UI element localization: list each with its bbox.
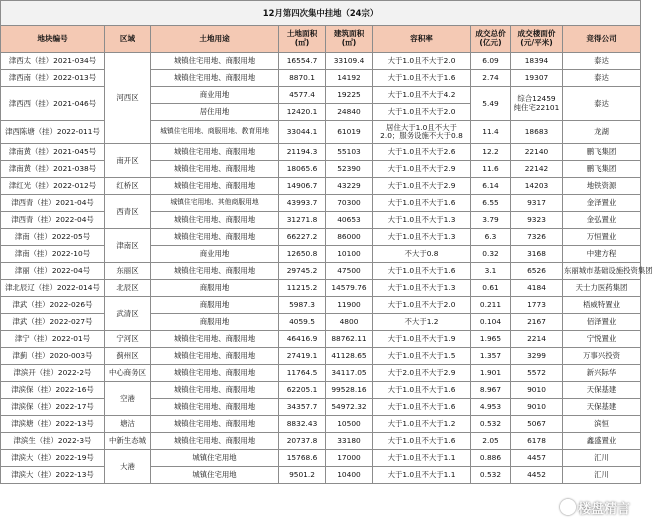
- cell-total-price: 3.79: [471, 212, 511, 229]
- cell-floor-area: 34117.05: [326, 365, 373, 382]
- cell-floor-price: 4452: [511, 467, 563, 484]
- cell-land-area: 31271.8: [279, 212, 326, 229]
- cell-total-price: 1.965: [471, 331, 511, 348]
- cell-floor-price: 2214: [511, 331, 563, 348]
- table-row: [1, 382, 641, 399]
- cell-district: 西青区: [105, 195, 151, 229]
- table-row: [1, 331, 641, 348]
- table-row: [1, 212, 641, 229]
- table-row: [1, 121, 641, 144]
- cell-plot-ratio: 大于1.0且不大于1.3: [373, 280, 471, 297]
- cell-lot-number: 津西青（挂）2021-04号: [1, 195, 105, 212]
- cell-winning-company: 万恒置业: [563, 229, 641, 246]
- cell-floor-area: 4800: [326, 314, 373, 331]
- cell-lot-number: 津西西（挂）2021-046号: [1, 87, 105, 121]
- cell-land-use: 商服用地: [151, 314, 279, 331]
- cell-district: 北辰区: [105, 280, 151, 297]
- cell-lot-number: 津滨保（挂）2022-17号: [1, 399, 105, 416]
- cell-land-area: 18065.6: [279, 161, 326, 178]
- cell-winning-company: 滨恒: [563, 416, 641, 433]
- cell-floor-price: 3299: [511, 348, 563, 365]
- cell-lot-number: 津南（挂）2022-05号: [1, 229, 105, 246]
- cell-land-area: 9501.2: [279, 467, 326, 484]
- cell-plot-ratio: 大于2.0且不大于2.9: [373, 365, 471, 382]
- cell-total-price: 0.61: [471, 280, 511, 297]
- cell-total-price: 0.886: [471, 450, 511, 467]
- cell-land-use: 商服用地: [151, 297, 279, 314]
- cell-lot-number: 津滨生（挂）2022-3号: [1, 433, 105, 450]
- cell-floor-price: 22140: [511, 144, 563, 161]
- cell-land-use: 商业用地: [151, 246, 279, 263]
- table-row: [1, 70, 641, 87]
- cell-land-use: 城镇住宅用地、商服用地: [151, 178, 279, 195]
- cell-land-area: 4059.5: [279, 314, 326, 331]
- cell-floor-area: 70300: [326, 195, 373, 212]
- cell-total-price: 11.6: [471, 161, 511, 178]
- cell-floor-area: 55103: [326, 144, 373, 161]
- cell-plot-ratio: 居住大于1.0且不大于 2.0；服务设施不大于0.8: [373, 121, 471, 144]
- table-row: [1, 263, 641, 280]
- cell-floor-area: 14192: [326, 70, 373, 87]
- cell-lot-number: 津红光（挂）2022-012号: [1, 178, 105, 195]
- cell-winning-company: 鹏飞集团: [563, 161, 641, 178]
- cell-land-area: 14906.7: [279, 178, 326, 195]
- cell-lot-number: 津北辰辽（挂）2022-014号: [1, 280, 105, 297]
- watermark-logo-icon: [560, 499, 576, 515]
- table-row: [1, 280, 641, 297]
- cell-land-use: 居住用地: [151, 104, 279, 121]
- watermark-text: 楼盘精言: [577, 502, 630, 517]
- table-row: [1, 144, 641, 161]
- cell-floor-price: 9010: [511, 382, 563, 399]
- cell-winning-company: 金弘置业: [563, 212, 641, 229]
- cell-district: 中新生态城: [105, 433, 151, 450]
- cell-district: 津南区: [105, 229, 151, 263]
- cell-winning-company: 中建方程: [563, 246, 641, 263]
- cell-floor-price: 1773: [511, 297, 563, 314]
- cell-winning-company: 泰达: [563, 53, 641, 70]
- cell-floor-price: 7326: [511, 229, 563, 246]
- cell-lot-number: 津滨塘（挂）2022-13号: [1, 416, 105, 433]
- cell-land-area: 11764.5: [279, 365, 326, 382]
- cell-total-price: 0.32: [471, 246, 511, 263]
- cell-winning-company: 梧威特置业: [563, 297, 641, 314]
- cell-total-price: 1.357: [471, 348, 511, 365]
- cell-land-use: 城镇住宅用地、商服用地: [151, 416, 279, 433]
- cell-land-area: 21194.3: [279, 144, 326, 161]
- cell-lot-number: 津武（挂）2022-026号: [1, 297, 105, 314]
- cell-total-price: 1.901: [471, 365, 511, 382]
- cell-floor-price: 5067: [511, 416, 563, 433]
- cell-floor-area: 99528.16: [326, 382, 373, 399]
- cell-plot-ratio: 大于1.0且不大于4.2: [373, 87, 471, 104]
- cell-winning-company: 宁悦置业: [563, 331, 641, 348]
- table-row: [1, 467, 641, 484]
- cell-winning-company: 地铁资源: [563, 178, 641, 195]
- cell-floor-price: 9323: [511, 212, 563, 229]
- cell-district: 河西区: [105, 53, 151, 144]
- cell-floor-price: 2167: [511, 314, 563, 331]
- cell-total-price: 0.532: [471, 416, 511, 433]
- cell-lot-number: 津丽（挂）2022-04号: [1, 263, 105, 280]
- watermark: [560, 498, 630, 517]
- cell-plot-ratio: 大于1.0且不大于2.0: [373, 53, 471, 70]
- cell-lot-number: 津滨保（挂）2022-16号: [1, 382, 105, 399]
- cell-winning-company: 东丽城市基础设施投资集团: [563, 263, 641, 280]
- cell-floor-area: 14579.76: [326, 280, 373, 297]
- cell-total-price: 2.74: [471, 70, 511, 87]
- cell-land-area: 5987.3: [279, 297, 326, 314]
- cell-floor-area: 52390: [326, 161, 373, 178]
- cell-land-area: 33044.1: [279, 121, 326, 144]
- cell-land-use: 城镇住宅用地、商服用地: [151, 348, 279, 365]
- cell-district: 红桥区: [105, 178, 151, 195]
- cell-winning-company: 龙湖: [563, 121, 641, 144]
- cell-winning-company: 汇川: [563, 467, 641, 484]
- table-row: [1, 297, 641, 314]
- cell-winning-company: 佰泽置业: [563, 314, 641, 331]
- cell-land-use: 城镇住宅用地、商服用地: [151, 212, 279, 229]
- cell-plot-ratio: 大于1.0且不大于2.0: [373, 104, 471, 121]
- header-district: 区域: [105, 26, 151, 53]
- cell-plot-ratio: 大于1.0且不大于1.6: [373, 195, 471, 212]
- cell-lot-number: 津西太（挂）2021-034号: [1, 53, 105, 70]
- cell-winning-company: 泰达: [563, 70, 641, 87]
- table-row: [1, 53, 641, 70]
- table-row: [1, 178, 641, 195]
- cell-land-use: 城镇住宅用地、商服用地: [151, 399, 279, 416]
- cell-floor-price: 5572: [511, 365, 563, 382]
- header-plot-ratio: 容积率: [373, 26, 471, 53]
- cell-land-area: 15768.6: [279, 450, 326, 467]
- cell-floor-price: 6526: [511, 263, 563, 280]
- header-row: [1, 26, 641, 53]
- cell-plot-ratio: 大于1.0且不大于1.3: [373, 212, 471, 229]
- cell-winning-company: 新兴际华: [563, 365, 641, 382]
- cell-total-price: 0.211: [471, 297, 511, 314]
- cell-lot-number: 津武（挂）2022-027号: [1, 314, 105, 331]
- table-body: [1, 53, 653, 484]
- cell-land-area: 20737.8: [279, 433, 326, 450]
- cell-land-use: 城镇住宅用地、商服用地: [151, 229, 279, 246]
- cell-floor-area: 17000: [326, 450, 373, 467]
- cell-floor-area: 61019: [326, 121, 373, 144]
- cell-floor-area: 10400: [326, 467, 373, 484]
- cell-floor-price: 4457: [511, 450, 563, 467]
- cell-lot-number: 津蓟（挂）2020-003号: [1, 348, 105, 365]
- cell-land-area: 62205.1: [279, 382, 326, 399]
- table-title: 12月第四次集中挂地（24宗）: [1, 1, 641, 26]
- cell-land-area: 11215.2: [279, 280, 326, 297]
- cell-total-price: 0.104: [471, 314, 511, 331]
- table-row: [1, 195, 641, 212]
- cell-winning-company: 天士力医药集团: [563, 280, 641, 297]
- cell-floor-area: 24840: [326, 104, 373, 121]
- table-row: [1, 433, 641, 450]
- cell-floor-area: 33180: [326, 433, 373, 450]
- cell-floor-price: 综合12459 纯住宅22101: [511, 87, 563, 121]
- cell-land-area: 46416.9: [279, 331, 326, 348]
- cell-total-price: 2.05: [471, 433, 511, 450]
- cell-land-use: 城镇住宅用地、商服用地: [151, 144, 279, 161]
- cell-plot-ratio: 不大于1.2: [373, 314, 471, 331]
- cell-land-use: 城镇住宅用地、商服用地: [151, 433, 279, 450]
- cell-winning-company: 天保基建: [563, 399, 641, 416]
- cell-winning-company: 泰达: [563, 87, 641, 121]
- cell-plot-ratio: 大于1.0且不大于1.9: [373, 331, 471, 348]
- cell-land-use: 城镇住宅用地、商服用地: [151, 331, 279, 348]
- cell-lot-number: 津滨开（挂）2022-2号: [1, 365, 105, 382]
- cell-winning-company: 鑫盛置业: [563, 433, 641, 450]
- table-row: [1, 87, 641, 104]
- cell-floor-area: 47500: [326, 263, 373, 280]
- title-row: [1, 1, 641, 26]
- cell-district: 东丽区: [105, 263, 151, 280]
- cell-lot-number: 津西陈塘（挂）2022-011号: [1, 121, 105, 144]
- cell-floor-price: 3168: [511, 246, 563, 263]
- cell-plot-ratio: 大于1.0且不大于1.1: [373, 467, 471, 484]
- cell-total-price: 6.14: [471, 178, 511, 195]
- cell-plot-ratio: 大于1.0且不大于1.2: [373, 416, 471, 433]
- cell-floor-price: 6178: [511, 433, 563, 450]
- cell-lot-number: 津南黄（挂）2021-038号: [1, 161, 105, 178]
- cell-floor-area: 41128.65: [326, 348, 373, 365]
- cell-lot-number: 津南（挂）2022-10号: [1, 246, 105, 263]
- cell-district: 塘沽: [105, 416, 151, 433]
- cell-plot-ratio: 大于1.0且不大于1.6: [373, 263, 471, 280]
- cell-winning-company: 万事兴投资: [563, 348, 641, 365]
- cell-lot-number: 津宁（挂）2022-01号: [1, 331, 105, 348]
- cell-plot-ratio: 大于1.0且不大于2.0: [373, 297, 471, 314]
- header-floor-area: 建筑面积 (㎡): [326, 26, 373, 53]
- cell-land-area: 12420.1: [279, 104, 326, 121]
- cell-total-price: 5.49: [471, 87, 511, 121]
- cell-plot-ratio: 大于1.0且不大于1.6: [373, 433, 471, 450]
- cell-district: 大港: [105, 450, 151, 484]
- cell-lot-number: 津西青（挂）2022-04号: [1, 212, 105, 229]
- cell-winning-company: 汇川: [563, 450, 641, 467]
- cell-land-use: 城镇住宅用地、商服用地: [151, 263, 279, 280]
- cell-plot-ratio: 大于1.0且不大于1.6: [373, 399, 471, 416]
- table-row: [1, 229, 641, 246]
- cell-district: 空港: [105, 382, 151, 416]
- cell-total-price: 3.1: [471, 263, 511, 280]
- cell-floor-price: 18394: [511, 53, 563, 70]
- cell-land-use: 城镇住宅用地、商服用地: [151, 382, 279, 399]
- cell-land-use: 城镇住宅用地: [151, 467, 279, 484]
- cell-land-area: 12650.8: [279, 246, 326, 263]
- cell-total-price: 0.532: [471, 467, 511, 484]
- cell-winning-company: 鹏飞集团: [563, 144, 641, 161]
- table-row: [1, 416, 641, 433]
- cell-district: 宁河区: [105, 331, 151, 348]
- header-land-use: 土地用途: [151, 26, 279, 53]
- cell-district: 南开区: [105, 144, 151, 178]
- table-row: [1, 161, 641, 178]
- cell-land-area: 8870.1: [279, 70, 326, 87]
- cell-land-use: 城镇住宅用地: [151, 450, 279, 467]
- cell-land-area: 27419.1: [279, 348, 326, 365]
- cell-land-use: 城镇住宅用地、商服用地、教育用地: [151, 121, 279, 144]
- cell-floor-price: 18683: [511, 121, 563, 144]
- cell-land-use: 商服用地: [151, 280, 279, 297]
- cell-land-use: 城镇住宅用地、商服用地: [151, 53, 279, 70]
- cell-plot-ratio: 大于1.0且不大于1.6: [373, 382, 471, 399]
- cell-plot-ratio: 大于1.0且不大于1.1: [373, 450, 471, 467]
- cell-floor-area: 40653: [326, 212, 373, 229]
- cell-total-price: 8.967: [471, 382, 511, 399]
- cell-land-use: 商业用地: [151, 87, 279, 104]
- cell-floor-price: 9317: [511, 195, 563, 212]
- cell-floor-area: 19225: [326, 87, 373, 104]
- cell-winning-company: 金泽置业: [563, 195, 641, 212]
- cell-total-price: 6.09: [471, 53, 511, 70]
- header-winning-company: 竞得公司: [563, 26, 641, 53]
- cell-lot-number: 津滨大（挂）2022-19号: [1, 450, 105, 467]
- cell-floor-area: 10100: [326, 246, 373, 263]
- cell-land-use: 城镇住宅用地、商服用地: [151, 70, 279, 87]
- cell-floor-price: 22142: [511, 161, 563, 178]
- cell-district: 中心商务区: [105, 365, 151, 382]
- cell-lot-number: 津南黄（挂）2021-045号: [1, 144, 105, 161]
- cell-floor-price: 19307: [511, 70, 563, 87]
- cell-floor-area: 54972.32: [326, 399, 373, 416]
- cell-lot-number: 津西南（挂）2022-013号: [1, 70, 105, 87]
- cell-total-price: 6.55: [471, 195, 511, 212]
- cell-land-area: 66227.2: [279, 229, 326, 246]
- cell-land-use: 城镇住宅用地、商服用地: [151, 161, 279, 178]
- cell-floor-area: 43229: [326, 178, 373, 195]
- cell-plot-ratio: 大于1.0且不大于2.6: [373, 144, 471, 161]
- cell-district: 蓟州区: [105, 348, 151, 365]
- cell-plot-ratio: 大于1.0且不大于2.9: [373, 161, 471, 178]
- cell-lot-number: 津滨大（挂）2022-13号: [1, 467, 105, 484]
- cell-land-area: 4577.4: [279, 87, 326, 104]
- cell-plot-ratio: 大于1.0且不大于1.6: [373, 70, 471, 87]
- cell-land-area: 29745.2: [279, 263, 326, 280]
- cell-total-price: 6.3: [471, 229, 511, 246]
- cell-floor-area: 86000: [326, 229, 373, 246]
- cell-district: 武清区: [105, 297, 151, 331]
- cell-floor-price: 14203: [511, 178, 563, 195]
- cell-floor-area: 10500: [326, 416, 373, 433]
- cell-land-use: 城镇住宅用地、商服用地: [151, 365, 279, 382]
- cell-total-price: 4.953: [471, 399, 511, 416]
- cell-plot-ratio: 不大于0.8: [373, 246, 471, 263]
- table-row: [1, 348, 641, 365]
- header-land-area: 土地面积 (㎡): [279, 26, 326, 53]
- cell-plot-ratio: 大于1.0且不大于1.3: [373, 229, 471, 246]
- cell-floor-area: 88762.11: [326, 331, 373, 348]
- cell-land-area: 8832.43: [279, 416, 326, 433]
- table-row: [1, 399, 641, 416]
- header-total-price: 成交总价 (亿元): [471, 26, 511, 53]
- cell-total-price: 12.2: [471, 144, 511, 161]
- table-row: [1, 450, 641, 467]
- header-floor-price: 成交楼面价 (元/平米): [511, 26, 563, 53]
- table-row: [1, 246, 641, 263]
- cell-total-price: 11.4: [471, 121, 511, 144]
- cell-floor-area: 33109.4: [326, 53, 373, 70]
- cell-plot-ratio: 大于1.0且不大于1.5: [373, 348, 471, 365]
- cell-land-area: 43993.7: [279, 195, 326, 212]
- cell-land-area: 16554.7: [279, 53, 326, 70]
- cell-plot-ratio: 大于1.0且不大于2.9: [373, 178, 471, 195]
- cell-winning-company: 天保基建: [563, 382, 641, 399]
- header-lot-number: 地块编号: [1, 26, 105, 53]
- table-row: [1, 314, 641, 331]
- table-row: [1, 365, 641, 382]
- cell-land-use: 城镇住宅用地、其他商服用地: [151, 195, 279, 212]
- cell-floor-price: 4184: [511, 280, 563, 297]
- cell-floor-area: 11900: [326, 297, 373, 314]
- cell-land-area: 34357.7: [279, 399, 326, 416]
- cell-floor-price: 9010: [511, 399, 563, 416]
